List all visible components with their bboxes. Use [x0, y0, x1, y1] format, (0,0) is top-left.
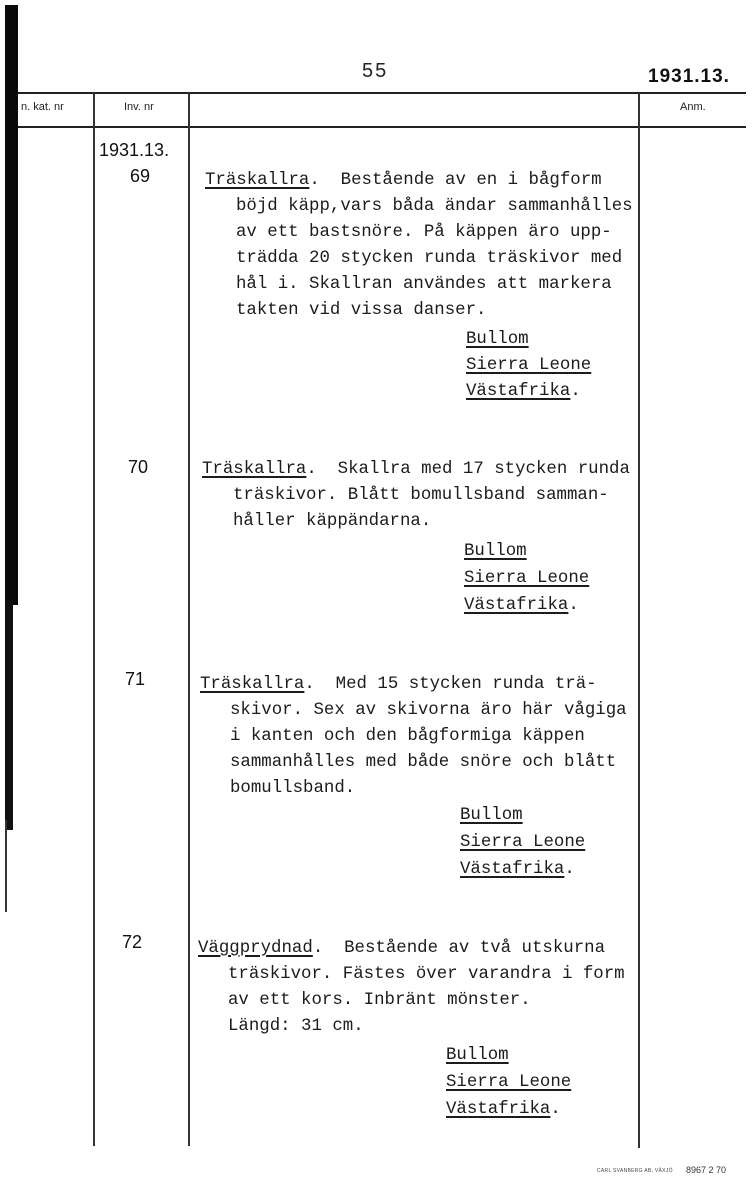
entry-line: sammanhålles med både snöre och blått [230, 753, 617, 772]
place-country: Sierra Leone [446, 1073, 572, 1092]
column-header-inv: Inv. nr [124, 101, 154, 113]
entry-line: träskivor. Fästes över varandra i form [228, 965, 625, 984]
place-region: Västafrika. [464, 596, 579, 615]
entry-line: håller käppändarna. [233, 512, 432, 531]
entry-title: Väggprydnad [198, 939, 313, 958]
place-people: Bullom [464, 542, 527, 561]
inv-number: 71 [125, 669, 146, 689]
entry-line: Längd: 31 cm. [228, 1017, 364, 1036]
entry-line: träskivor. Blått bomullsband samman- [233, 486, 609, 505]
place-people: Bullom [466, 330, 529, 349]
place-region: Västafrika. [460, 860, 575, 879]
entry-line: hål i. Skallran användes att markera [236, 275, 612, 294]
column-header-kat: n. kat. nr [21, 101, 64, 113]
entry-line: i kanten och den bågformiga käppen [230, 727, 585, 746]
entry-line: av ett bastsnöre. På käppen äro upp- [236, 223, 612, 242]
entry-text: Träskallra. Bestående av en i bågform [205, 171, 602, 190]
entry-text: Träskallra. Skallra med 17 stycken runda [202, 460, 630, 479]
entry-title: Träskallra [205, 171, 310, 190]
entry-line: böjd käpp,vars båda ändar sammanhålles [236, 197, 633, 216]
place-people: Bullom [460, 806, 523, 825]
catalogue-id: 1931.13. [648, 66, 730, 87]
header-rule-top [18, 92, 746, 94]
entry-line: takten vid vissa danser. [236, 301, 487, 320]
inv-number: 70 [128, 457, 149, 477]
entry-line: av ett kors. Inbränt mönster. [228, 991, 531, 1010]
binding-edge [5, 5, 18, 605]
header-rule-bottom [18, 126, 746, 128]
entry-title: Träskallra [202, 460, 307, 479]
binding-edge [5, 820, 7, 912]
place-region: Västafrika. [466, 382, 581, 401]
inv-number: 69 [130, 166, 151, 186]
inv-prefix: 1931.13. [99, 140, 170, 160]
entry-line: trädda 20 stycken runda träskivor med [236, 249, 623, 268]
printer-imprint: CARL SVANBERG AB, VÄXJÖ [597, 1168, 673, 1174]
place-region: Västafrika. [446, 1100, 561, 1119]
form-number: 8967 2 70 [686, 1165, 727, 1175]
column-divider [93, 93, 95, 1146]
column-header-anm: Anm. [680, 101, 706, 113]
entry-text: Träskallra. Med 15 stycken runda trä- [200, 675, 597, 694]
entry-text: Väggprydnad. Bestående av två utskurna [198, 939, 606, 958]
column-divider [638, 93, 640, 1148]
entry-line: bomullsband. [230, 779, 356, 798]
page-number: 55 [362, 60, 389, 82]
column-divider [188, 93, 190, 1146]
place-country: Sierra Leone [464, 569, 590, 588]
entry-line: skivor. Sex av skivorna äro här vågiga [230, 701, 627, 720]
entry-title: Träskallra [200, 675, 305, 694]
binding-edge [5, 600, 13, 830]
inv-number: 72 [122, 932, 143, 952]
place-people: Bullom [446, 1046, 509, 1065]
place-country: Sierra Leone [460, 833, 586, 852]
place-country: Sierra Leone [466, 356, 592, 375]
